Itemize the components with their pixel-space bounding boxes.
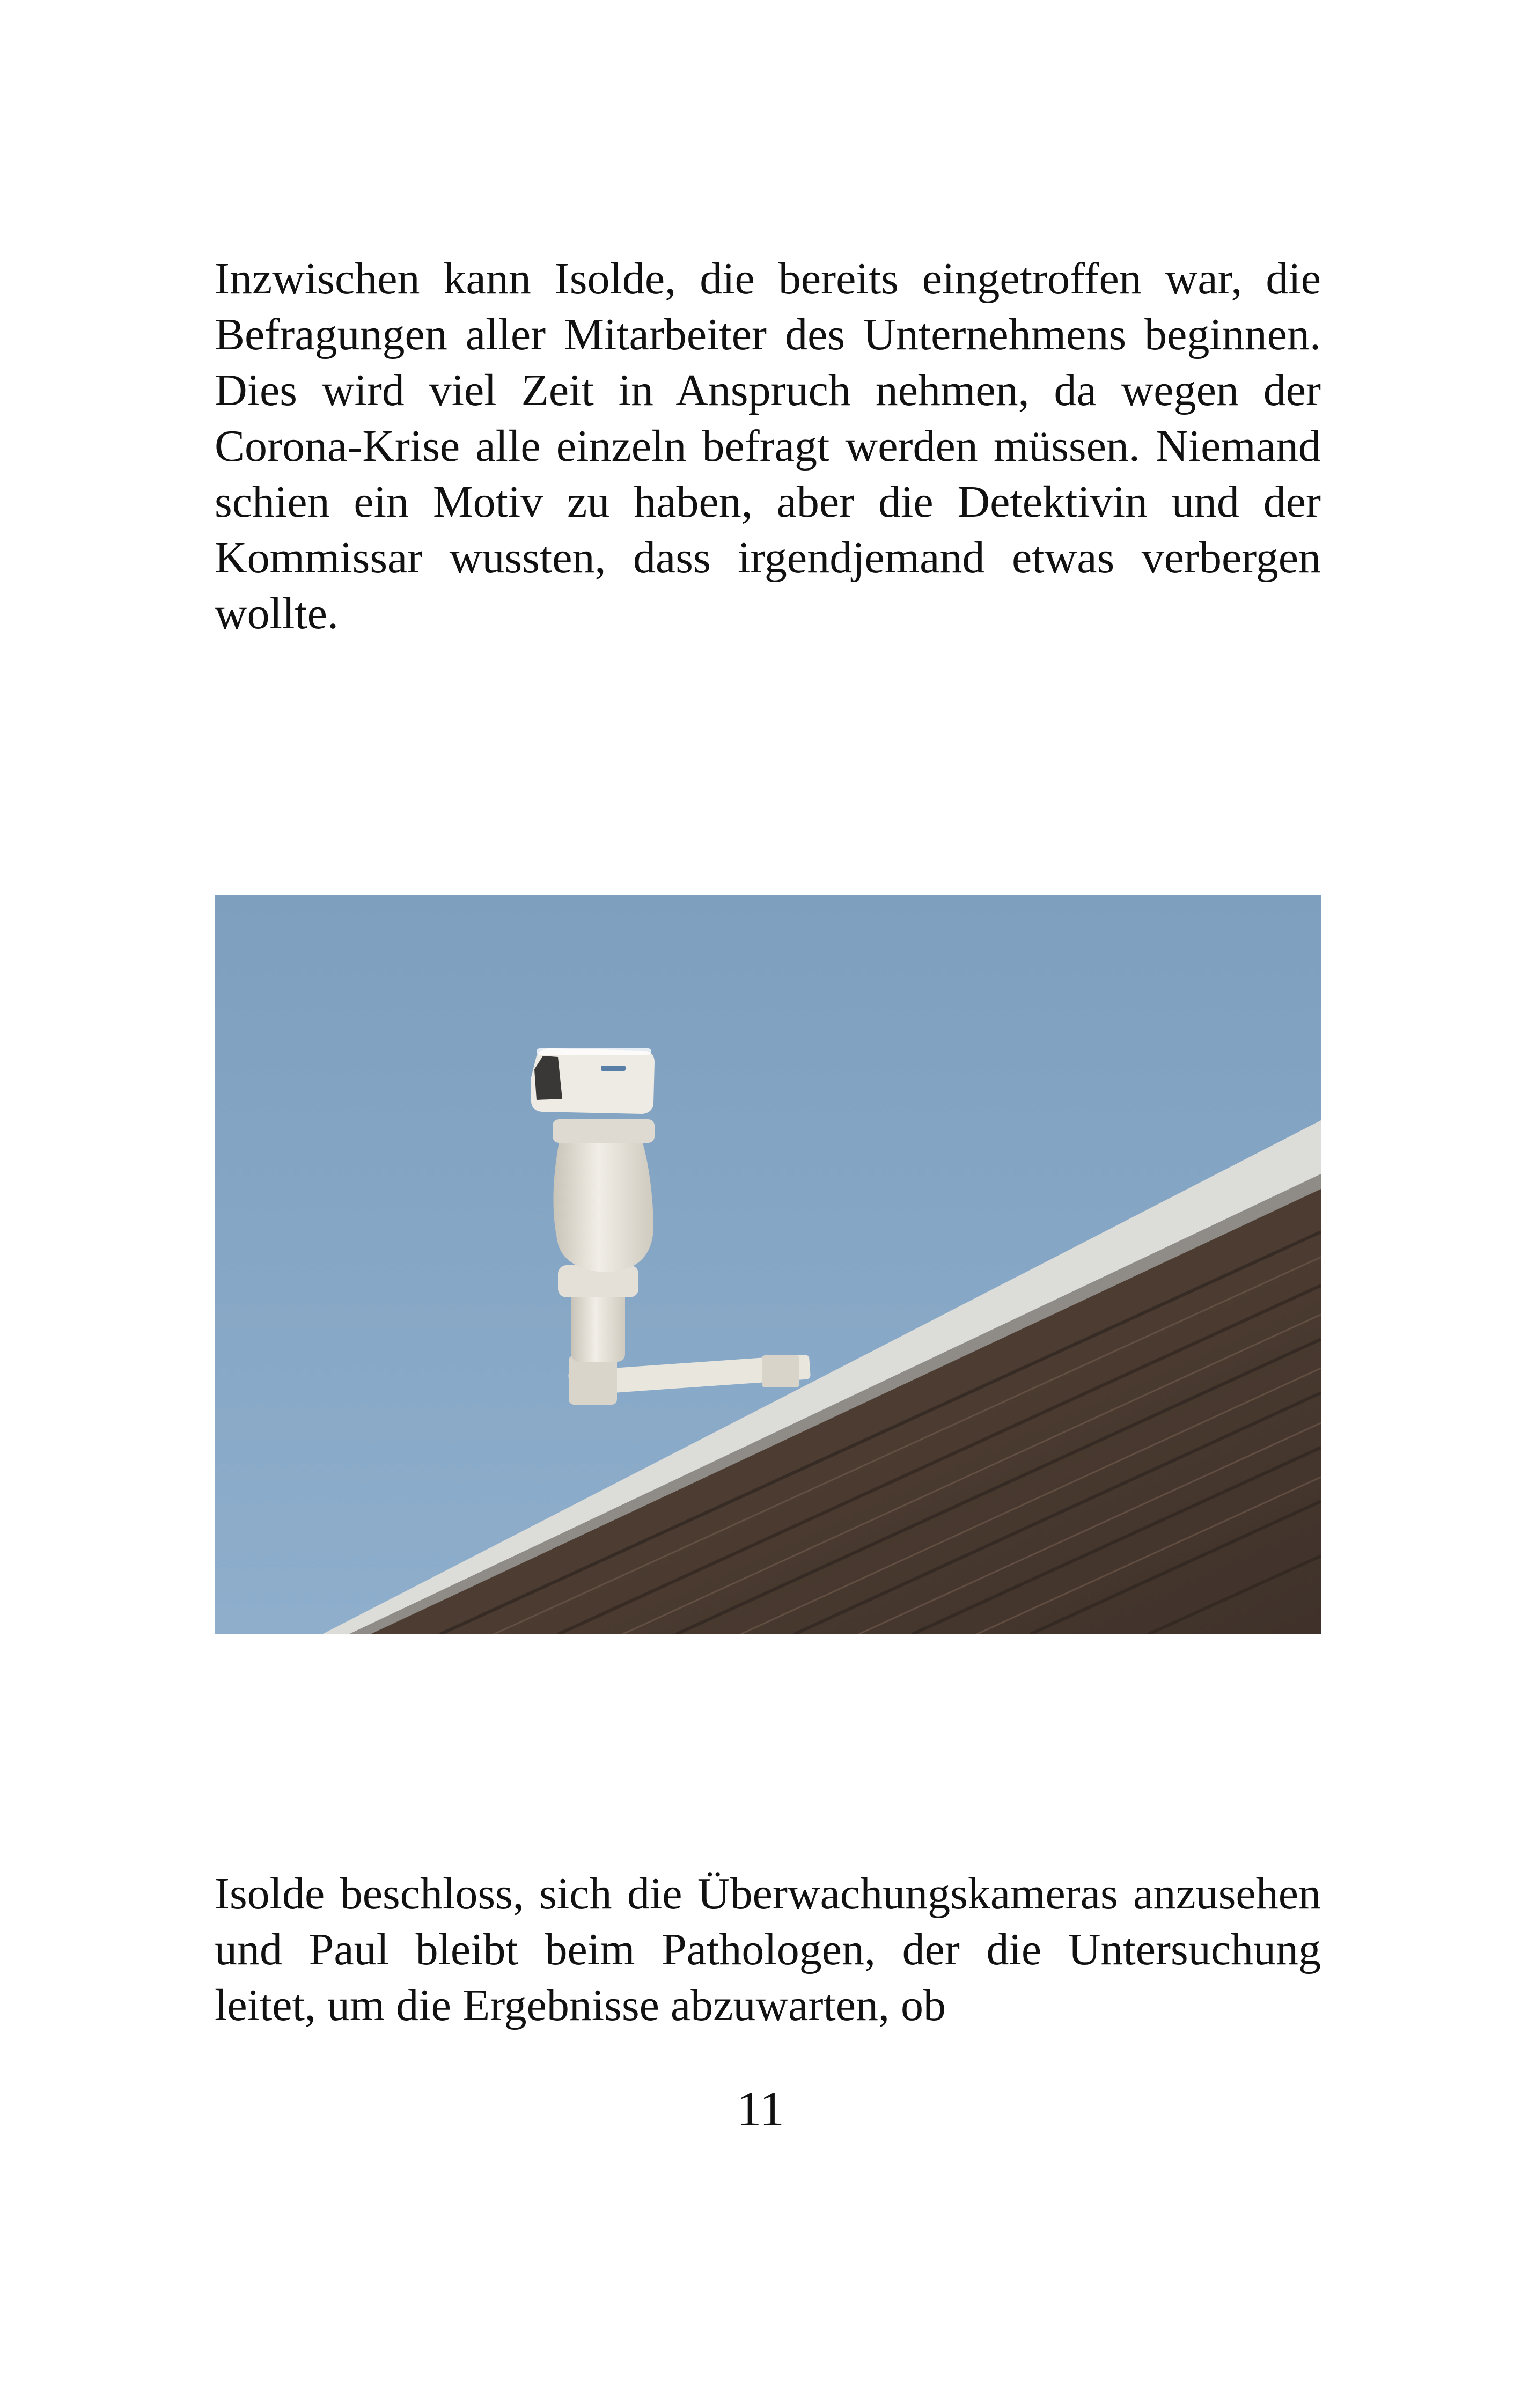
camera-logo xyxy=(601,1066,626,1071)
surveillance-camera-photo xyxy=(215,895,1321,1634)
arm-bracket xyxy=(762,1355,799,1387)
camera-body xyxy=(553,1120,653,1272)
paragraph-2: Isolde beschloss, sich die Überwachungskameras anzusehen und Paul bleibt beim Pathologen, der die Untersuchung leitet, um die Ergebnisse abzuwarten, ob xyxy=(215,1869,1321,2030)
camera-sunshield-edge xyxy=(537,1048,651,1055)
photo-illustration xyxy=(215,895,1321,1634)
page-number: 11 xyxy=(737,2081,784,2136)
camera-yoke xyxy=(553,1119,655,1143)
paragraph-1: Inzwischen kann Isolde, die bereits eingetroffen war, die Befragungen aller Mitarbeiter des Unternehmens beginnen. Dies wird viel Zeit in Anspruch nehmen, da wegen der Corona-Krise alle einzeln befragt werden müssen. Niemand schien ein Motiv zu haben, aber die Detektivin und der Kommissar wussten, dass irgendjemand etwas verbergen wollte. xyxy=(215,254,1321,638)
arm-base xyxy=(569,1355,617,1405)
